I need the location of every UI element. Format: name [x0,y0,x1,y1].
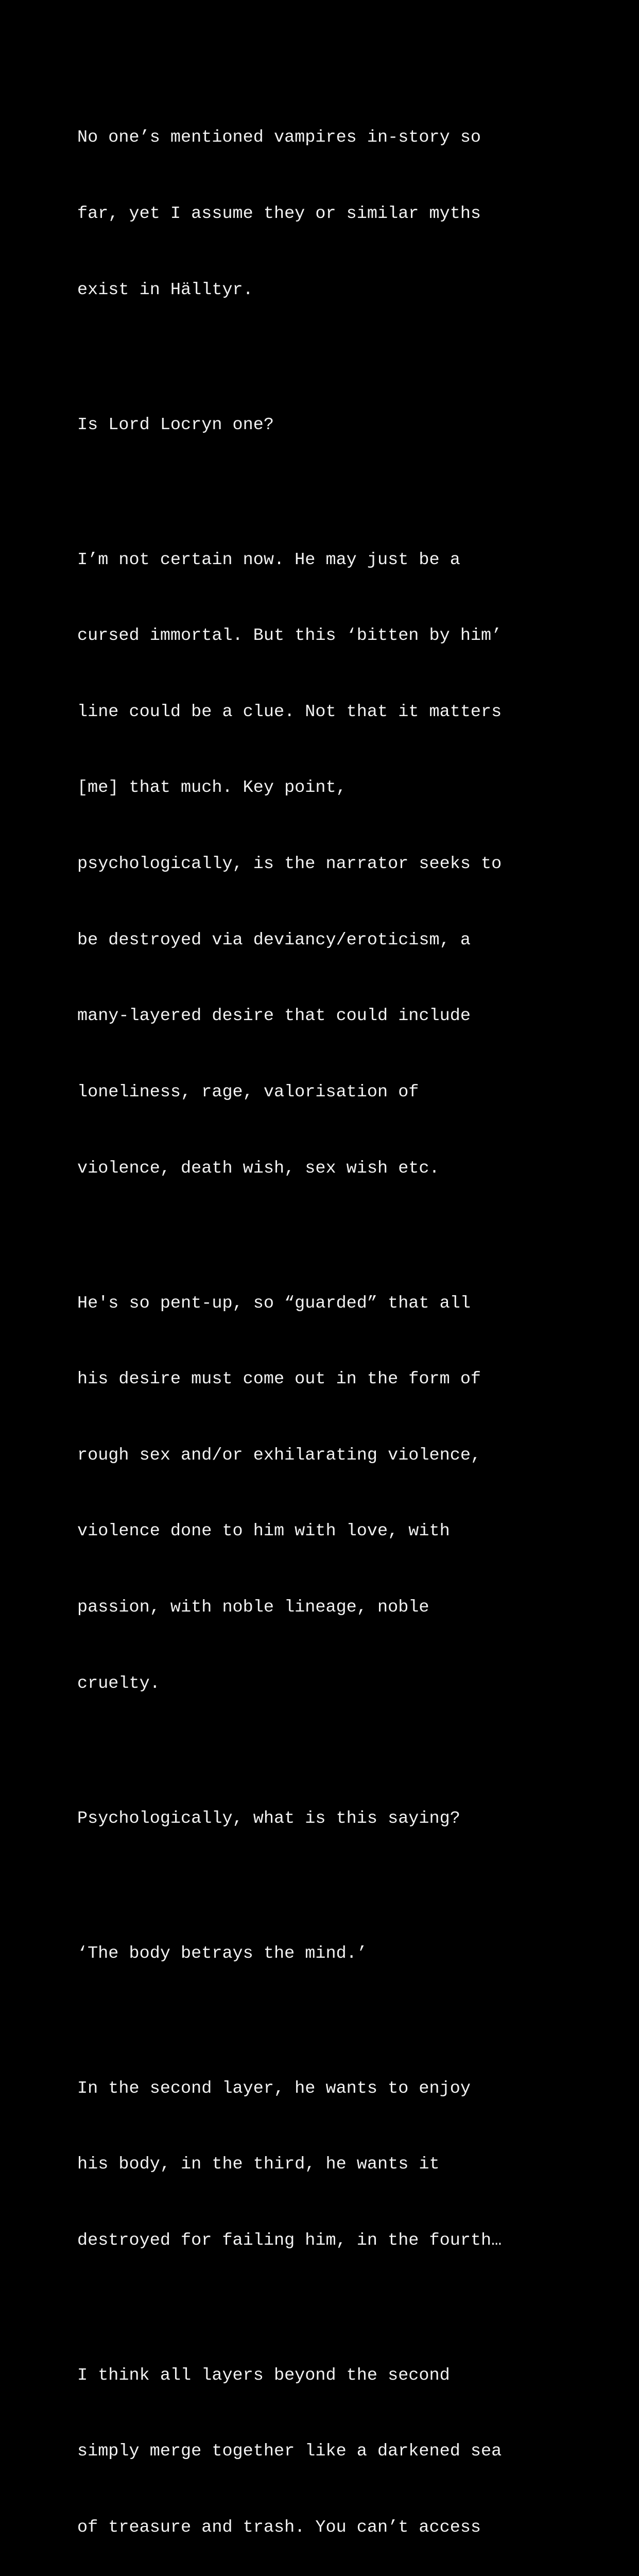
text-line: I’m not certain now. He may just be a [77,550,460,570]
text-line: rough sex and/or exhilarating violence, [77,1445,481,1465]
paragraph-layers [77,2025,561,2304]
text-line: ‘The body betrays the mind.’ [77,1943,367,1963]
text-line: many-layered desire that could include [77,1006,471,1026]
paragraph-psychologically-question [77,1755,561,1882]
text-line: be destroyed via deviancy/eroticism, a [77,930,471,950]
paragraph-merge [77,2312,561,2576]
text-line: violence done to him with love, with [77,1521,450,1541]
document-page [77,75,561,2576]
text-line: destroyed for failing him, in the fourth… [77,2230,502,2250]
paragraph-pent-up [77,1240,561,1747]
paragraph-not-certain [77,497,561,1232]
paragraph-quote [77,1890,561,2017]
text-line: of treasure and trash. You can’t access [77,2518,481,2538]
text-line: In the second layer, he wants to enjoy [77,2078,471,2098]
text-line: simply merge together like a darkened sea [77,2442,502,2462]
text-line: He's so pent-up, so “guarded” that all [77,1293,471,1313]
text-line: Psychologically, what is this saying? [77,1808,460,1828]
text-line: I think all layers beyond the second [77,2365,450,2385]
text-line: cursed immortal. But this ‘bitten by him’ [77,626,502,646]
text-line: far, yet I assume they or similar myths [77,204,481,224]
text-line: exist in Hälltyr. [77,280,253,300]
text-line: his body, in the third, he wants it [77,2155,440,2175]
text-line: psychologically, is the narrator seeks to [77,854,502,874]
text-line: loneliness, rage, valorisation of [77,1082,419,1102]
paragraph-question-locryn [77,362,561,488]
text-line: Is Lord Locryn one? [77,415,274,435]
text-line: [me] that much. Key point, [77,778,347,798]
text-line: his desire must come out in the form of [77,1369,481,1389]
paragraph-vampires [77,75,561,353]
text-line: passion, with noble lineage, noble [77,1597,429,1617]
text-line: violence, death wish, sex wish etc. [77,1158,440,1178]
text-line: cruelty. [77,1673,160,1693]
text-line: line could be a clue. Not that it matters [77,702,502,722]
text-line: No one’s mentioned vampires in-story so [77,128,481,148]
